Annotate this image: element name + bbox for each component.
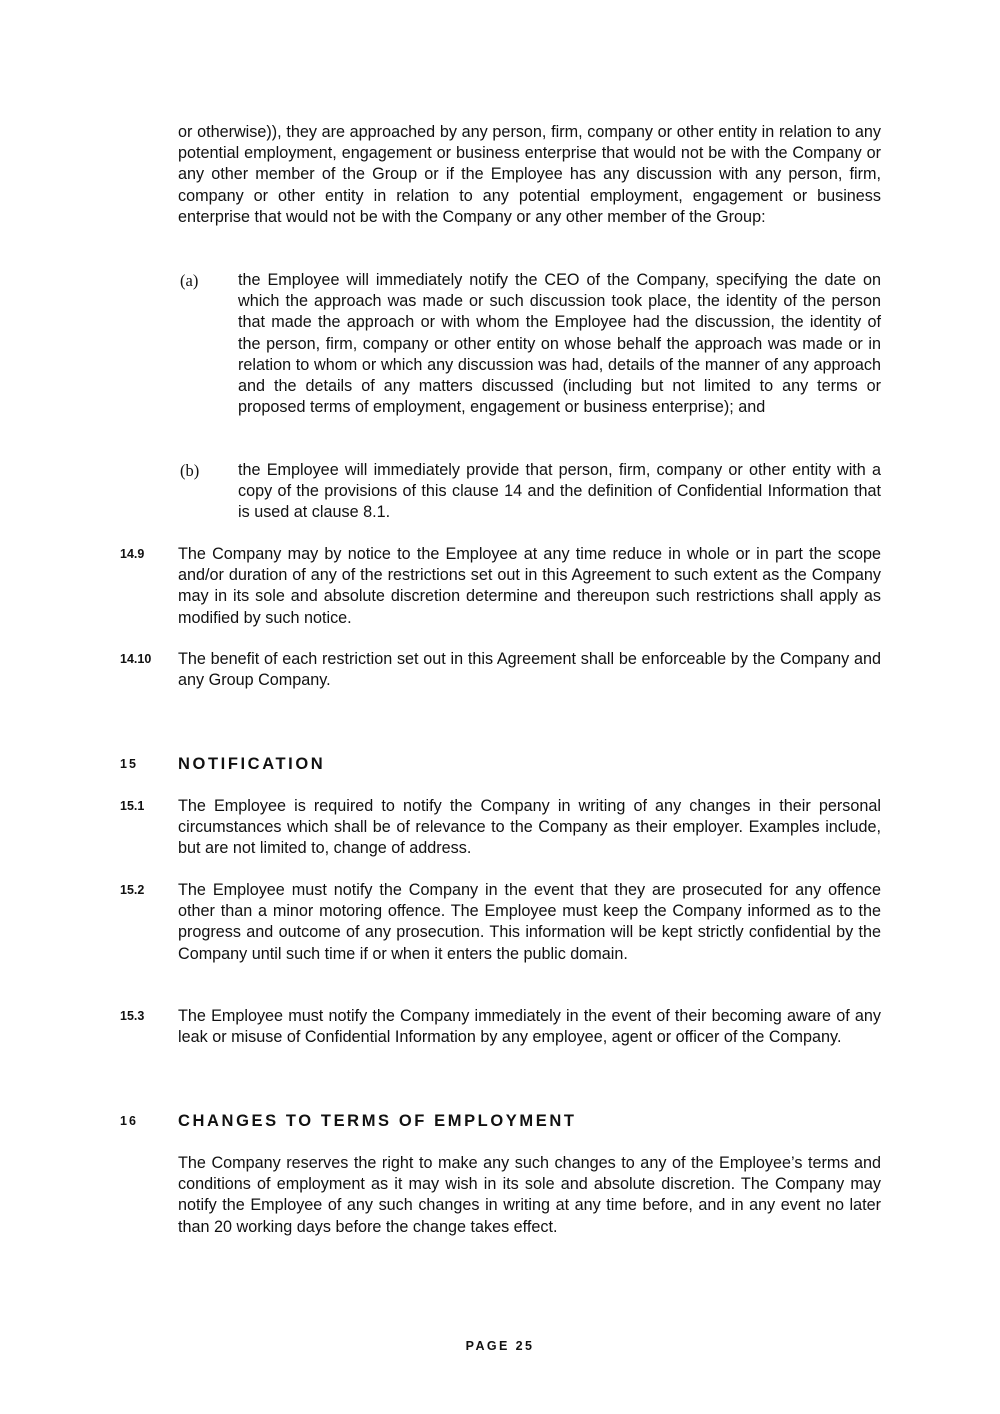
clause-number-15-2: 15.2 <box>120 883 145 897</box>
sub-item-text-a: the Employee will immediately notify the CEO of the Company, specifying the date on which the approach was made or such discussion took place, the identity of the person that made the approach or with whom the Employee had the discussion, the identity of the person, firm, company or other entity on whose behalf the approach was made or in relation to whom or which any discussion was had, details of the manner of any approach and the details of any matters discussed (including but not limited to any terms or proposed terms of employment, engagement or business enterprise); and <box>238 271 881 417</box>
section-number-16: 16 <box>120 1114 138 1128</box>
section-number-15: 15 <box>120 757 138 771</box>
section-title-16: CHANGES TO TERMS OF EMPLOYMENT <box>178 1112 577 1130</box>
page-number: PAGE 25 <box>465 1339 535 1353</box>
section-16-paragraph: The Company reserves the right to make any such changes to any of the Employee’s terms and conditions of employment as it may wish in its sole and absolute discretion. The Company may notify the Employee of any such changes in writing at any time before, and in any event no later than 20 working days before the change takes effect. <box>178 1154 881 1236</box>
sub-item-label-a: (a) <box>180 271 199 290</box>
clause-number-14-9: 14.9 <box>120 547 145 561</box>
clause-text-15-3: The Employee must notify the Company immediately in the event of their becoming aware of any leak or misuse of Confidential Information by any employee, agent or officer of the Company. <box>178 1007 881 1047</box>
clause-number-14-10: 14.10 <box>120 652 152 666</box>
clause-number-15-1: 15.1 <box>120 799 145 813</box>
clause-text-15-2: The Employee must notify the Company in the event that they are prosecuted for any offence other than a minor motoring offence. The Employee must keep the Company informed as to the progress and outcome of any prosecution. This information will be kept strictly confidential by the Company until such time if or when it enters the public domain. <box>178 881 881 963</box>
sub-item-text-b: the Employee will immediately provide that person, firm, company or other entity with a copy of the provisions of this clause 14 and the definition of Confidential Information that is used at clause 8.1. <box>238 461 881 522</box>
clause-text-15-1: The Employee is required to notify the Company in writing of any changes in their personal circumstances which shall be of relevance to the Company as their employer. Examples include, but are not limited to, change of address. <box>178 797 881 858</box>
intro-paragraph: or otherwise)), they are approached by any person, firm, company or other entity in relation to any potential employment, engagement or business enterprise that would not be with the Company or any other member of the Group or if the Employee has any discussion with any person, firm, company or other entity in relation to any potential employment, engagement or business enterprise that would not be with the Company or any other member of the Group: <box>178 123 881 226</box>
clause-text-14-9: The Company may by notice to the Employee at any time reduce in whole or in part the scope and/or duration of any of the restrictions set out in this Agreement to such extent as the Company may in its sole and absolute discretion determine and thereupon such restrictions shall apply as modified by such notice. <box>178 545 881 627</box>
sub-item-label-b: (b) <box>180 461 200 480</box>
section-title-15: NOTIFICATION <box>178 755 326 773</box>
clause-number-15-3: 15.3 <box>120 1009 145 1023</box>
clause-text-14-10: The benefit of each restriction set out in this Agreement shall be enforceable by the Company and any Group Company. <box>178 650 881 690</box>
